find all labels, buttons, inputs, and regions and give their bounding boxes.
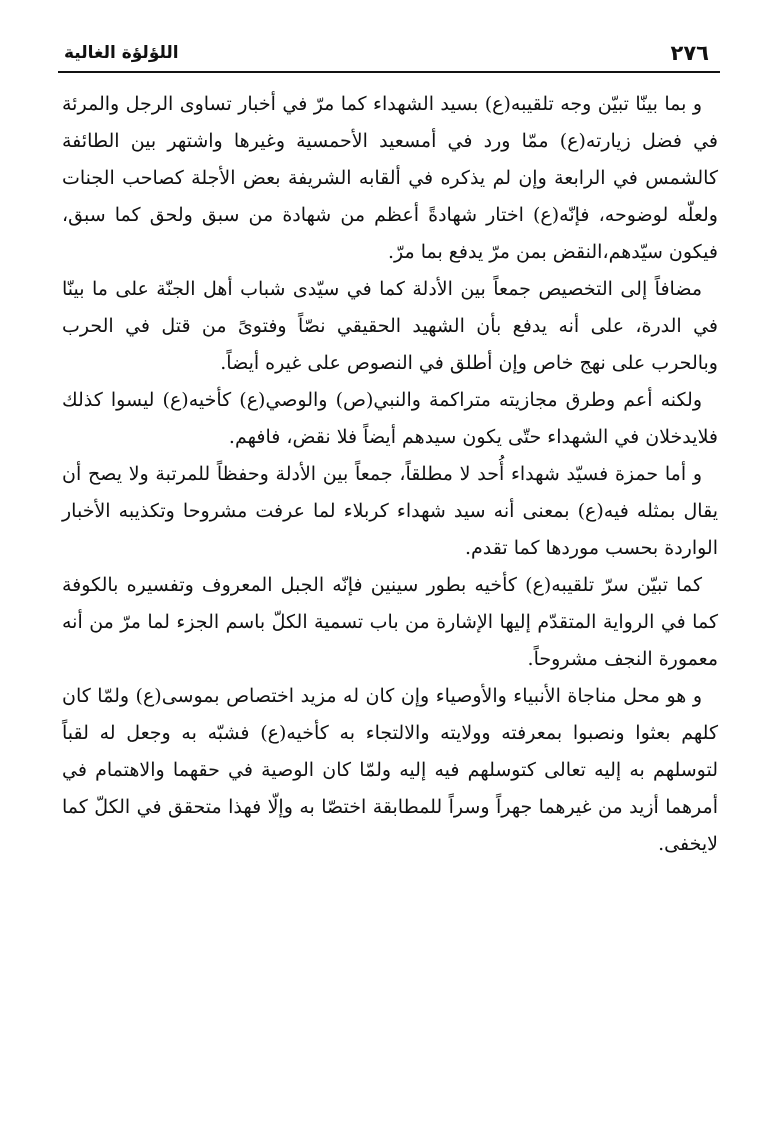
book-title: اللؤلؤة الغالية xyxy=(64,43,179,63)
page-number: ٢٧٦ xyxy=(670,41,709,65)
page-body xyxy=(62,86,718,863)
paragraph: ولكنه أعم وطرق مجازيته متراكمة والنبي(ص) والوصي(ع) كأخيه(ع) ليسوا كذلك فلايدخلان في الشهداء حتّى يكون سيدهم أيضاً فلا نقض، فافهم. xyxy=(62,389,718,448)
header-rule xyxy=(58,71,720,73)
paragraph: مضافاً إلى التخصيص جمعاً بين الأدلة كما في سيّدى شباب أهل الجنّة على ما بينّا في الدرة، على أنه يدفع بأن الشهيد الحقيقي نصّاً وفتوىً من قتل في الحرب وبالحرب على نهج خاص وإن أطلق في النصوص على غيره أيضاً. xyxy=(62,278,718,374)
paragraph: و هو محل مناجاة الأنبياء والأوصياء وإن كان له مزيد اختصاص بموسى(ع) ولمّا كان كلهم بعثوا ونصبوا بمعرفته وولايته والالتجاء به كأخيه(ع) فشبّه به وجعل له لقباً لتوسلهم به إليه تعالى كتوسلهم فيه إليه ولمّا كان الوصية في حقهما والاهتمام في أمرهما أزيد من غيرهما جهراً وسراً للمطابقة اختصّا به وإلّا فهذا متحقق في الكلّ كما لايخفى. xyxy=(62,685,718,855)
paragraph: كما تبيّن سرّ تلقيبه(ع) كأخيه بطور سينين فإنّه الجبل المعروف وتفسيره بالكوفة كما في الرواية المتقدّم إليها الإشارة من باب تسمية الكلّ باسم الجزء لما مرّ من أنه معمورة النجف مشروحاً. xyxy=(62,574,718,670)
paragraph: و أما حمزة فسيّد شهداء أُحد لا مطلقاً، جمعاً بين الأدلة وحفظاً للمرتبة ولا يصح أن يقال بمثله فيه(ع) بمعنى أنه سيد شهداء كربلاء لما عرفت مشروحا وتكذيبه الأخبار الواردة بحسب موردها كما تقدم. xyxy=(62,463,718,559)
paragraph: و بما بينّا تبيّن وجه تلقيبه(ع) بسيد الشهداء كما مرّ في أخبار تساوى الرجل والمرئة في فضل زيارته(ع) ممّا ورد في أمسعيد الأحمسية وغيرها واشتهر بين الطائفة كالشمس في الرابعة وإن لم يذكره في ألقابه الشريفة بعض الأجلة كصاحب الجنات ولعلّه لوضوحه، فإنّه(ع) اختار شهادةً أعظم من شهادة من سبق ولحق كما سبق، فيكون سيّدهم،النقض بمن مرّ يدفع بما مرّ. xyxy=(62,93,718,263)
running-header xyxy=(62,36,717,66)
